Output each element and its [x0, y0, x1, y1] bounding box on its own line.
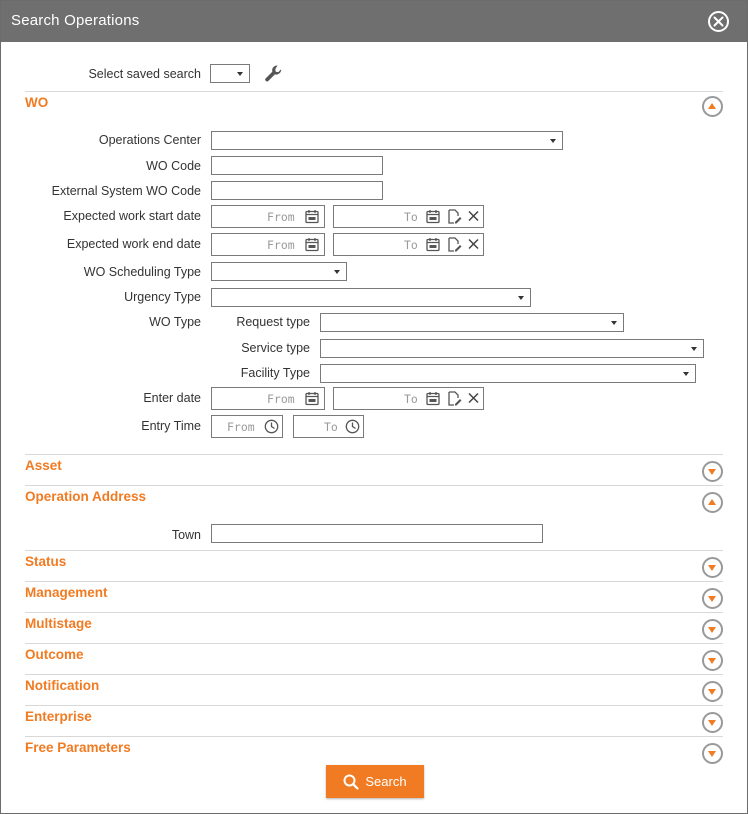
- entry-time-to-field[interactable]: [293, 415, 364, 438]
- edit-document-icon[interactable]: [447, 237, 462, 255]
- enter-date-label: Enter date: [143, 391, 201, 405]
- scheduling-type-label: WO Scheduling Type: [83, 265, 201, 279]
- chevron-down-icon: [691, 347, 697, 351]
- calendar-icon[interactable]: [426, 209, 440, 227]
- section-status: [25, 550, 723, 581]
- clear-x-icon[interactable]: [467, 209, 480, 226]
- enter-date-from-placeholder: From: [267, 392, 295, 406]
- external-wo-code-label: External System WO Code: [51, 184, 201, 198]
- clock-icon[interactable]: [264, 419, 279, 437]
- request-type-label: Request type: [236, 315, 310, 329]
- expected-start-to-field[interactable]: [333, 205, 484, 228]
- calendar-icon[interactable]: [305, 391, 319, 409]
- chevron-down-circle-icon[interactable]: [702, 588, 723, 609]
- section-notification-title[interactable]: Notification: [25, 678, 100, 693]
- operations-center-label: Operations Center: [98, 133, 201, 147]
- clock-icon[interactable]: [345, 419, 360, 437]
- chevron-down-icon: [683, 372, 689, 376]
- expected-end-from-field[interactable]: [211, 233, 325, 256]
- entry-time-from-field[interactable]: [211, 415, 283, 438]
- edit-document-icon[interactable]: [447, 391, 462, 409]
- section-wo: [25, 91, 723, 131]
- chevron-up-circle-icon[interactable]: [702, 492, 723, 513]
- entry-time-from-placeholder: From: [227, 420, 255, 434]
- scheduling-type-select[interactable]: [211, 262, 347, 281]
- section-asset: [25, 454, 723, 485]
- saved-search-select[interactable]: [210, 64, 250, 83]
- enter-date-to-field[interactable]: [333, 387, 484, 410]
- urgency-type-select[interactable]: [211, 288, 531, 307]
- section-multistage: [25, 612, 723, 643]
- search-button[interactable]: [326, 765, 424, 798]
- expected-end-to-field[interactable]: [333, 233, 484, 256]
- chevron-down-icon: [550, 139, 556, 143]
- facility-type-label: Facility Type: [240, 366, 310, 380]
- chevron-down-circle-icon[interactable]: [702, 743, 723, 764]
- section-free-parameters: [25, 736, 723, 767]
- wrench-icon[interactable]: [263, 63, 285, 88]
- chevron-down-circle-icon[interactable]: [702, 619, 723, 640]
- dialog-titlebar: [1, 1, 747, 42]
- section-operation-address: [25, 485, 723, 515]
- calendar-icon[interactable]: [305, 209, 319, 227]
- chevron-down-circle-icon[interactable]: [702, 712, 723, 733]
- calendar-icon[interactable]: [426, 237, 440, 255]
- section-outcome-title[interactable]: Outcome: [25, 647, 84, 662]
- entry-time-label: Entry Time: [141, 419, 201, 433]
- service-type-label: Service type: [241, 341, 310, 355]
- calendar-icon[interactable]: [426, 391, 440, 409]
- chevron-down-icon: [334, 270, 340, 274]
- expected-start-from-placeholder: From: [267, 210, 295, 224]
- section-notification: [25, 674, 723, 705]
- chevron-down-icon: [611, 321, 617, 325]
- service-type-select[interactable]: [320, 339, 704, 358]
- enter-date-from-field[interactable]: [211, 387, 325, 410]
- section-multistage-title[interactable]: Multistage: [25, 616, 92, 631]
- clear-x-icon[interactable]: [467, 391, 480, 408]
- wo-code-label: WO Code: [146, 159, 201, 173]
- expected-start-to-placeholder: To: [404, 210, 418, 224]
- expected-end-to-placeholder: To: [404, 238, 418, 252]
- expected-end-from-placeholder: From: [267, 238, 295, 252]
- wo-type-label: WO Type: [149, 315, 201, 329]
- section-status-title[interactable]: Status: [25, 554, 67, 569]
- section-outcome: [25, 643, 723, 674]
- town-input[interactable]: [211, 524, 543, 543]
- search-button-label: Search: [365, 774, 407, 789]
- chevron-up-circle-icon[interactable]: [702, 96, 723, 117]
- section-wo-title[interactable]: WO: [25, 95, 49, 110]
- expected-start-label: Expected work start date: [63, 209, 201, 223]
- entry-time-to-placeholder: To: [324, 420, 338, 434]
- urgency-type-label: Urgency Type: [124, 290, 201, 304]
- section-asset-title[interactable]: Asset: [25, 458, 62, 473]
- section-enterprise-title[interactable]: Enterprise: [25, 709, 92, 724]
- external-wo-code-input[interactable]: [211, 181, 383, 200]
- dialog-content: [7, 42, 741, 809]
- expected-end-label: Expected work end date: [66, 237, 201, 251]
- request-type-select[interactable]: [320, 313, 624, 332]
- chevron-down-icon: [518, 296, 524, 300]
- clear-x-icon[interactable]: [467, 237, 480, 254]
- dialog-title: Search Operations: [11, 12, 140, 29]
- chevron-down-circle-icon[interactable]: [702, 650, 723, 671]
- saved-search-label: Select saved search: [88, 67, 201, 81]
- calendar-icon[interactable]: [305, 237, 319, 255]
- section-operation-address-title[interactable]: Operation Address: [25, 489, 147, 504]
- edit-document-icon[interactable]: [447, 209, 462, 227]
- chevron-down-circle-icon[interactable]: [702, 681, 723, 702]
- facility-type-select[interactable]: [320, 364, 696, 383]
- section-management: [25, 581, 723, 612]
- chevron-down-circle-icon[interactable]: [702, 461, 723, 482]
- close-icon[interactable]: [708, 11, 729, 32]
- section-free-parameters-title[interactable]: Free Parameters: [25, 740, 131, 755]
- enter-date-to-placeholder: To: [404, 392, 418, 406]
- search-icon: [343, 774, 359, 790]
- section-management-title[interactable]: Management: [25, 585, 108, 600]
- town-label: Town: [171, 528, 201, 542]
- wo-code-input[interactable]: [211, 156, 383, 175]
- section-enterprise: [25, 705, 723, 736]
- operations-center-select[interactable]: [211, 131, 563, 150]
- chevron-down-circle-icon[interactable]: [702, 557, 723, 578]
- expected-start-from-field[interactable]: [211, 205, 325, 228]
- chevron-down-icon: [237, 72, 243, 76]
